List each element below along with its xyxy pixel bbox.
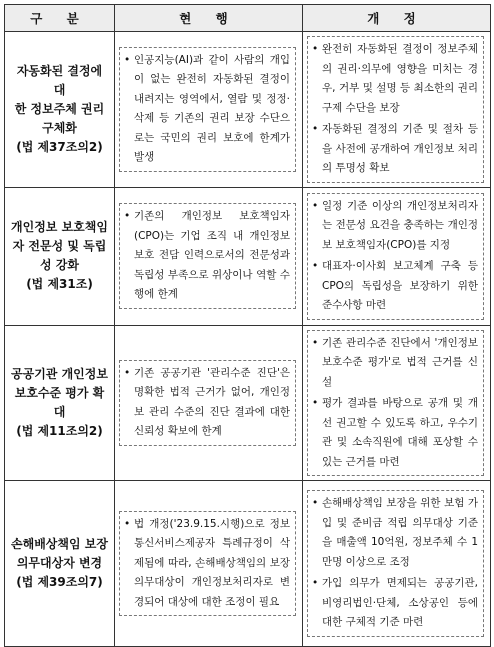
bullet-icon: • bbox=[312, 397, 319, 409]
current-dashed-box bbox=[119, 47, 296, 172]
bullet-item bbox=[312, 257, 478, 316]
bullet-text: 법 개정('23.9.15.시행)으로 정보통신서비스제공자 특례규정이 삭제됨에 따라, 손해배상책임의 보장 의무대상이 개인정보처리자로 변경되어 대상에 대한 조정이 필요 bbox=[134, 517, 290, 608]
row-current-cell bbox=[115, 325, 303, 481]
bullet-text: 손해배상책임 보장을 위한 보험 가입 및 준비금 적립 의무대상 기준을 매출액 10억원, 정보주체 수 1만명 이상으로 조정 bbox=[322, 497, 478, 568]
row-category bbox=[5, 481, 115, 647]
category-line: 보호수준 평가 확대 bbox=[14, 385, 105, 419]
current-dashed-box bbox=[119, 511, 296, 617]
category-line: 성 강화 bbox=[40, 258, 79, 272]
bullet-icon: • bbox=[312, 577, 319, 590]
header-revised: 개 정 bbox=[303, 5, 491, 32]
category-line: 자 전문성 및 독립 bbox=[12, 239, 107, 253]
bullet-icon: • bbox=[312, 260, 319, 272]
bullet-item bbox=[312, 120, 478, 179]
revised-dashed-box bbox=[307, 193, 484, 320]
category-line: (법 제37조의2) bbox=[16, 139, 103, 154]
row-category bbox=[5, 187, 115, 325]
row-current-cell bbox=[115, 32, 303, 188]
bullet-text: 기존 공공기관 '관리수준 진단'은 명확한 법적 근거가 없어, 개인정보 관리 수준의 진단 결과에 대한 신뢰성 확보에 한계 bbox=[134, 366, 290, 438]
bullet-text: 평가 결과를 바탕으로 공개 및 개선 권고할 수 있도록 하고, 우수기관 및 소속직원에 대해 포상할 수 있는 근거를 마련 bbox=[322, 397, 478, 468]
header-category: 구 분 bbox=[5, 5, 115, 32]
bullet-icon: • bbox=[124, 53, 131, 66]
bullet-item bbox=[312, 494, 478, 572]
table-row bbox=[5, 325, 491, 481]
bullet-text: 인공지능(AI)과 같이 사람의 개입이 없는 완전히 자동화된 결정이 내려지는 영역에서, 열람 및 정정·삭제 등 기존의 권리 보장 수단으로는 국민의 권리 보호에 한계가 발생 bbox=[134, 53, 290, 164]
bullet-text: 일정 기준 이상의 개인정보처리자는 전문성 요건을 충족하는 개인정보 보호책임자(CPO)를 지정 bbox=[322, 199, 478, 251]
current-dashed-box bbox=[119, 203, 296, 309]
bullet-text: 대표자·이사회 보고체계 구축 등 CPO의 독립성을 보장하기 위한 준수사항 마련 bbox=[322, 260, 478, 311]
bullet-icon: • bbox=[124, 517, 131, 530]
category-line: 자동화된 결정에 대 bbox=[16, 63, 103, 97]
comparison-table bbox=[4, 4, 491, 647]
bullet-item bbox=[124, 207, 290, 305]
row-current-cell bbox=[115, 187, 303, 325]
bullet-item bbox=[124, 515, 290, 613]
bullet-text: 기존 관리수준 진단에서 '개인정보 보호수준 평가'로 법적 근거를 신설 bbox=[322, 336, 478, 388]
bullet-item bbox=[312, 394, 478, 472]
bullet-text: 가입 의무가 면제되는 공공기관, 비영리법인·단체, 소상공인 등에 대한 구체적 기준 마련 bbox=[322, 577, 478, 629]
bullet-text: 완전히 자동화된 결정이 정보주체의 권리·의무에 영향을 미치는 경우, 거부 및 설명 등 최소한의 권리 구제 수단을 보장 bbox=[322, 43, 478, 114]
row-category bbox=[5, 325, 115, 481]
bullet-item bbox=[124, 51, 290, 168]
category-line: 개인정보 보호책임 bbox=[11, 220, 108, 234]
table-row bbox=[5, 32, 491, 188]
revised-dashed-box bbox=[307, 36, 484, 183]
revised-dashed-box bbox=[307, 490, 484, 637]
category-line: (법 제31조) bbox=[26, 277, 93, 291]
bullet-icon: • bbox=[124, 210, 131, 223]
row-category bbox=[5, 32, 115, 188]
category-line: (법 제39조의7) bbox=[16, 575, 103, 589]
comparison-table-wrapper bbox=[4, 4, 490, 647]
category-line: 손해배상책임 보장 bbox=[11, 537, 108, 551]
revised-dashed-box bbox=[307, 330, 484, 477]
bullet-text: 기존의 개인정보 보호책임자(CPO)는 기업 조직 내 개인정보 보호 전담 인력으로서의 전문성과 독립성 부족으로 위상이나 역할 수행에 한계 bbox=[134, 210, 290, 301]
category-line: 공공기관 개인정보 bbox=[11, 366, 108, 381]
bullet-icon: • bbox=[312, 199, 319, 212]
row-revised-cell bbox=[303, 325, 491, 481]
current-dashed-box bbox=[119, 360, 296, 446]
bullet-icon: • bbox=[312, 497, 319, 510]
category-line: 구체화 bbox=[42, 120, 77, 135]
row-current-cell bbox=[115, 481, 303, 647]
bullet-icon: • bbox=[312, 43, 319, 55]
bullet-item bbox=[312, 574, 478, 633]
bullet-item bbox=[312, 334, 478, 393]
row-revised-cell bbox=[303, 32, 491, 188]
row-revised-cell bbox=[303, 187, 491, 325]
bullet-icon: • bbox=[124, 366, 131, 379]
bullet-text: 자동화된 결정의 기준 및 절차 등을 사전에 공개하여 개인정보 처리의 투명성 확보 bbox=[322, 123, 478, 174]
table-header-row bbox=[5, 5, 491, 32]
category-line: 한 정보주체 권리 bbox=[14, 101, 105, 116]
table-row bbox=[5, 481, 491, 647]
table-row bbox=[5, 187, 491, 325]
category-line: 의무대상자 변경 bbox=[16, 556, 103, 570]
bullet-item bbox=[312, 40, 478, 118]
header-current: 현 행 bbox=[115, 5, 303, 32]
row-revised-cell bbox=[303, 481, 491, 647]
bullet-item bbox=[312, 197, 478, 256]
bullet-item bbox=[124, 364, 290, 442]
bullet-icon: • bbox=[312, 123, 319, 135]
bullet-icon: • bbox=[312, 336, 319, 349]
category-line: (법 제11조의2) bbox=[16, 423, 103, 438]
